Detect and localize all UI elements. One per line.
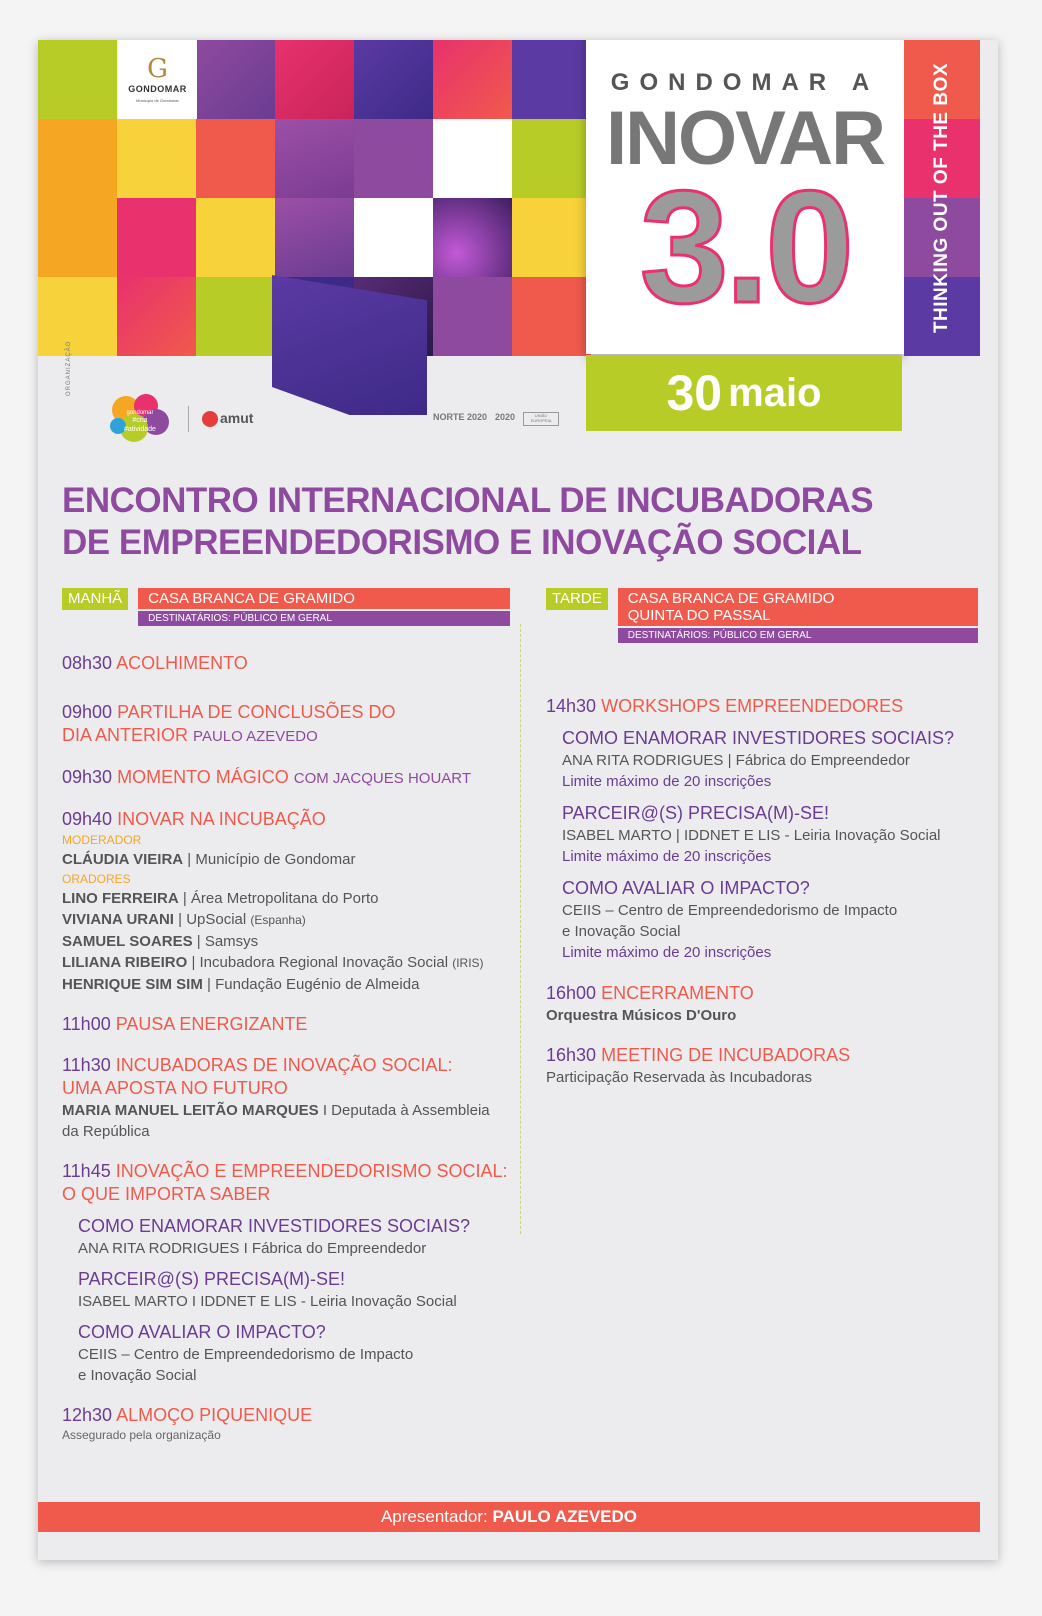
event-line2: INOVAR [606, 96, 884, 181]
event-line1: GONDOMAR A [610, 69, 880, 96]
workshop: COMO AVALIAR O IMPACTO? CEIIS – Centro de Empreendedorismo de Impacto e Inovação Social Limite máximo de 20 inscrições [562, 878, 898, 961]
agenda-item: 09h00 PARTILHA DE CONCLUSÕES DO DIA ANTERIOR PAULO AZEVEDO [62, 702, 396, 745]
event-date [586, 355, 902, 431]
afternoon-header [546, 588, 978, 643]
agenda-item: 12h30 ALMOÇO PIQUENIQUE Assegurado pela organização [62, 1405, 313, 1442]
funder-logos [433, 412, 559, 426]
gondomar-logo: G GONDOMAR Município de Gondomar [118, 40, 197, 119]
cria-atividade-logo [104, 390, 176, 446]
eu-logo: UNIÃO EUROPEIA [523, 412, 559, 426]
agenda-item: 16h00 ENCERRAMENTO Orquestra Músicos D'Ouro [546, 983, 754, 1024]
column-divider [520, 624, 521, 1234]
afternoon-column [546, 588, 978, 1088]
venue: CASA BRANCA DE GRAMIDO QUINTA DO PASSAL [618, 588, 978, 626]
norte2020-logo: NORTE 2020 [433, 412, 488, 422]
venue: CASA BRANCA DE GRAMIDO [138, 588, 510, 609]
audience: DESTINATÁRIOS: PÚBLICO EM GERAL [138, 611, 510, 626]
organization-label: ORGANIZAÇÃO [66, 340, 72, 396]
agenda-item: 09h30 MOMENTO MÁGICO COM JACQUES HOUART [62, 767, 472, 787]
svg-text:#atividade: #atividade [124, 426, 156, 433]
workshop: COMO ENAMORAR INVESTIDORES SOCIAIS? ANA RITA RODRIGUES | Fábrica do Empreendedor Limite máximo de 20 inscrições [562, 728, 955, 790]
svg-text:gondomar: gondomar [126, 410, 154, 416]
tagline: THINKING OUT OF THE BOX [931, 62, 953, 333]
agenda-item: 14h30 WORKSHOPS EMPREENDEDORES COMO ENAMORAR INVESTIDORES SOCIAIS? ANA RITA RODRIGUES | Fábrica do Empreendedor Limite máximo de 20 inscrições PARCEIR@(S) PRECISA(M)-SE! ISABEL MARTO | IDDNET E LIS - Leiria Inovação Social Limite máximo de 20 inscrições COMO AVALIAR O IMPACTO? CEIIS – Centro de Empreendedorismo de Impacto e Inovação Social Limite máximo de 20 inscrições [546, 695, 978, 964]
agenda-item: 08h30 ACOLHIMENTO [62, 653, 248, 673]
period-tag: TARDE [546, 588, 608, 610]
portugal2020-logo: 2020 [495, 412, 516, 422]
agenda-item: 11h30 INCUBADORAS DE INOVAÇÃO SOCIAL: UMA APOSTA NO FUTURO MARIA MANUEL LEITÃO MARQUES I Deputada à Assembleia da República [62, 1055, 490, 1140]
amut-logo: amut [202, 410, 253, 427]
agenda-item: 16h30 MEETING DE INCUBADORAS Participação Reservada às Incubadoras [546, 1045, 851, 1086]
morning-header [62, 588, 510, 626]
date-day: 30 [666, 365, 723, 421]
poster [38, 40, 998, 1560]
agenda-item: 11h45 INOVAÇÃO E EMPREENDEDORISMO SOCIAL: O QUE IMPORTA SABER COMO ENAMORAR INVESTIDORES SOCIAIS? ANA RITA RODRIGUES I Fábrica do Empreendedor PARCEIR@(S) PRECISA(M)-SE! ISABEL MARTO I IDDNET E LIS - Leiria Inovação Social COMO AVALIAR O IMPACTO? CEIIS – Centro de Empreendedorismo de Impacto e Inovação Social [62, 1160, 510, 1386]
period-tag: MANHÃ [62, 588, 128, 610]
org-divider [188, 406, 189, 432]
event-title-card [586, 40, 904, 354]
agenda-item: 09h40 INOVAR NA INCUBAÇÃO MODERADOR CLÁUDIA VIEIRA | Município de Gondomar ORADORES LINO FERREIRA | Área Metropolitana do Porto VIVIANA URANI | UpSocial (Espanha) SAMUEL SOARES | Samsys LILIANA RIBEIRO | Incubadora Regional Inovação Social (IRIS) HENRIQUE SIM SIM | Fundação Eugénio de Almeida [62, 809, 484, 993]
main-title: ENCONTRO INTERNACIONAL DE INCUBADORAS DE EMPREENDEDORISMO E INOVAÇÃO SOCIAL [62, 481, 874, 562]
workshop: PARCEIR@(S) PRECISA(M)-SE! ISABEL MARTO | IDDNET E LIS - Leiria Inovação Social Limite máximo de 20 inscrições [562, 803, 941, 865]
event-version: 3.0 [639, 157, 851, 336]
svg-text:#cria: #cria [132, 417, 148, 424]
audience: DESTINATÁRIOS: PÚBLICO EM GERAL [618, 628, 978, 643]
session-sub: PARCEIR@(S) PRECISA(M)-SE! ISABEL MARTO I IDDNET E LIS - Leiria Inovação Social [78, 1269, 457, 1310]
agenda-item: 11h00 PAUSA ENERGIZANTE [62, 1014, 308, 1034]
presenter-footer: Apresentador: PAULO AZEVEDO [38, 1502, 980, 1532]
date-month: maio [728, 370, 822, 415]
morning-column [62, 588, 510, 1443]
session-sub: COMO AVALIAR O IMPACTO? CEIIS – Centro de Empreendedorismo de Impacto e Inovação Social [78, 1322, 414, 1384]
session-sub: COMO ENAMORAR INVESTIDORES SOCIAIS? ANA RITA RODRIGUES I Fábrica do Empreendedor [78, 1216, 471, 1257]
